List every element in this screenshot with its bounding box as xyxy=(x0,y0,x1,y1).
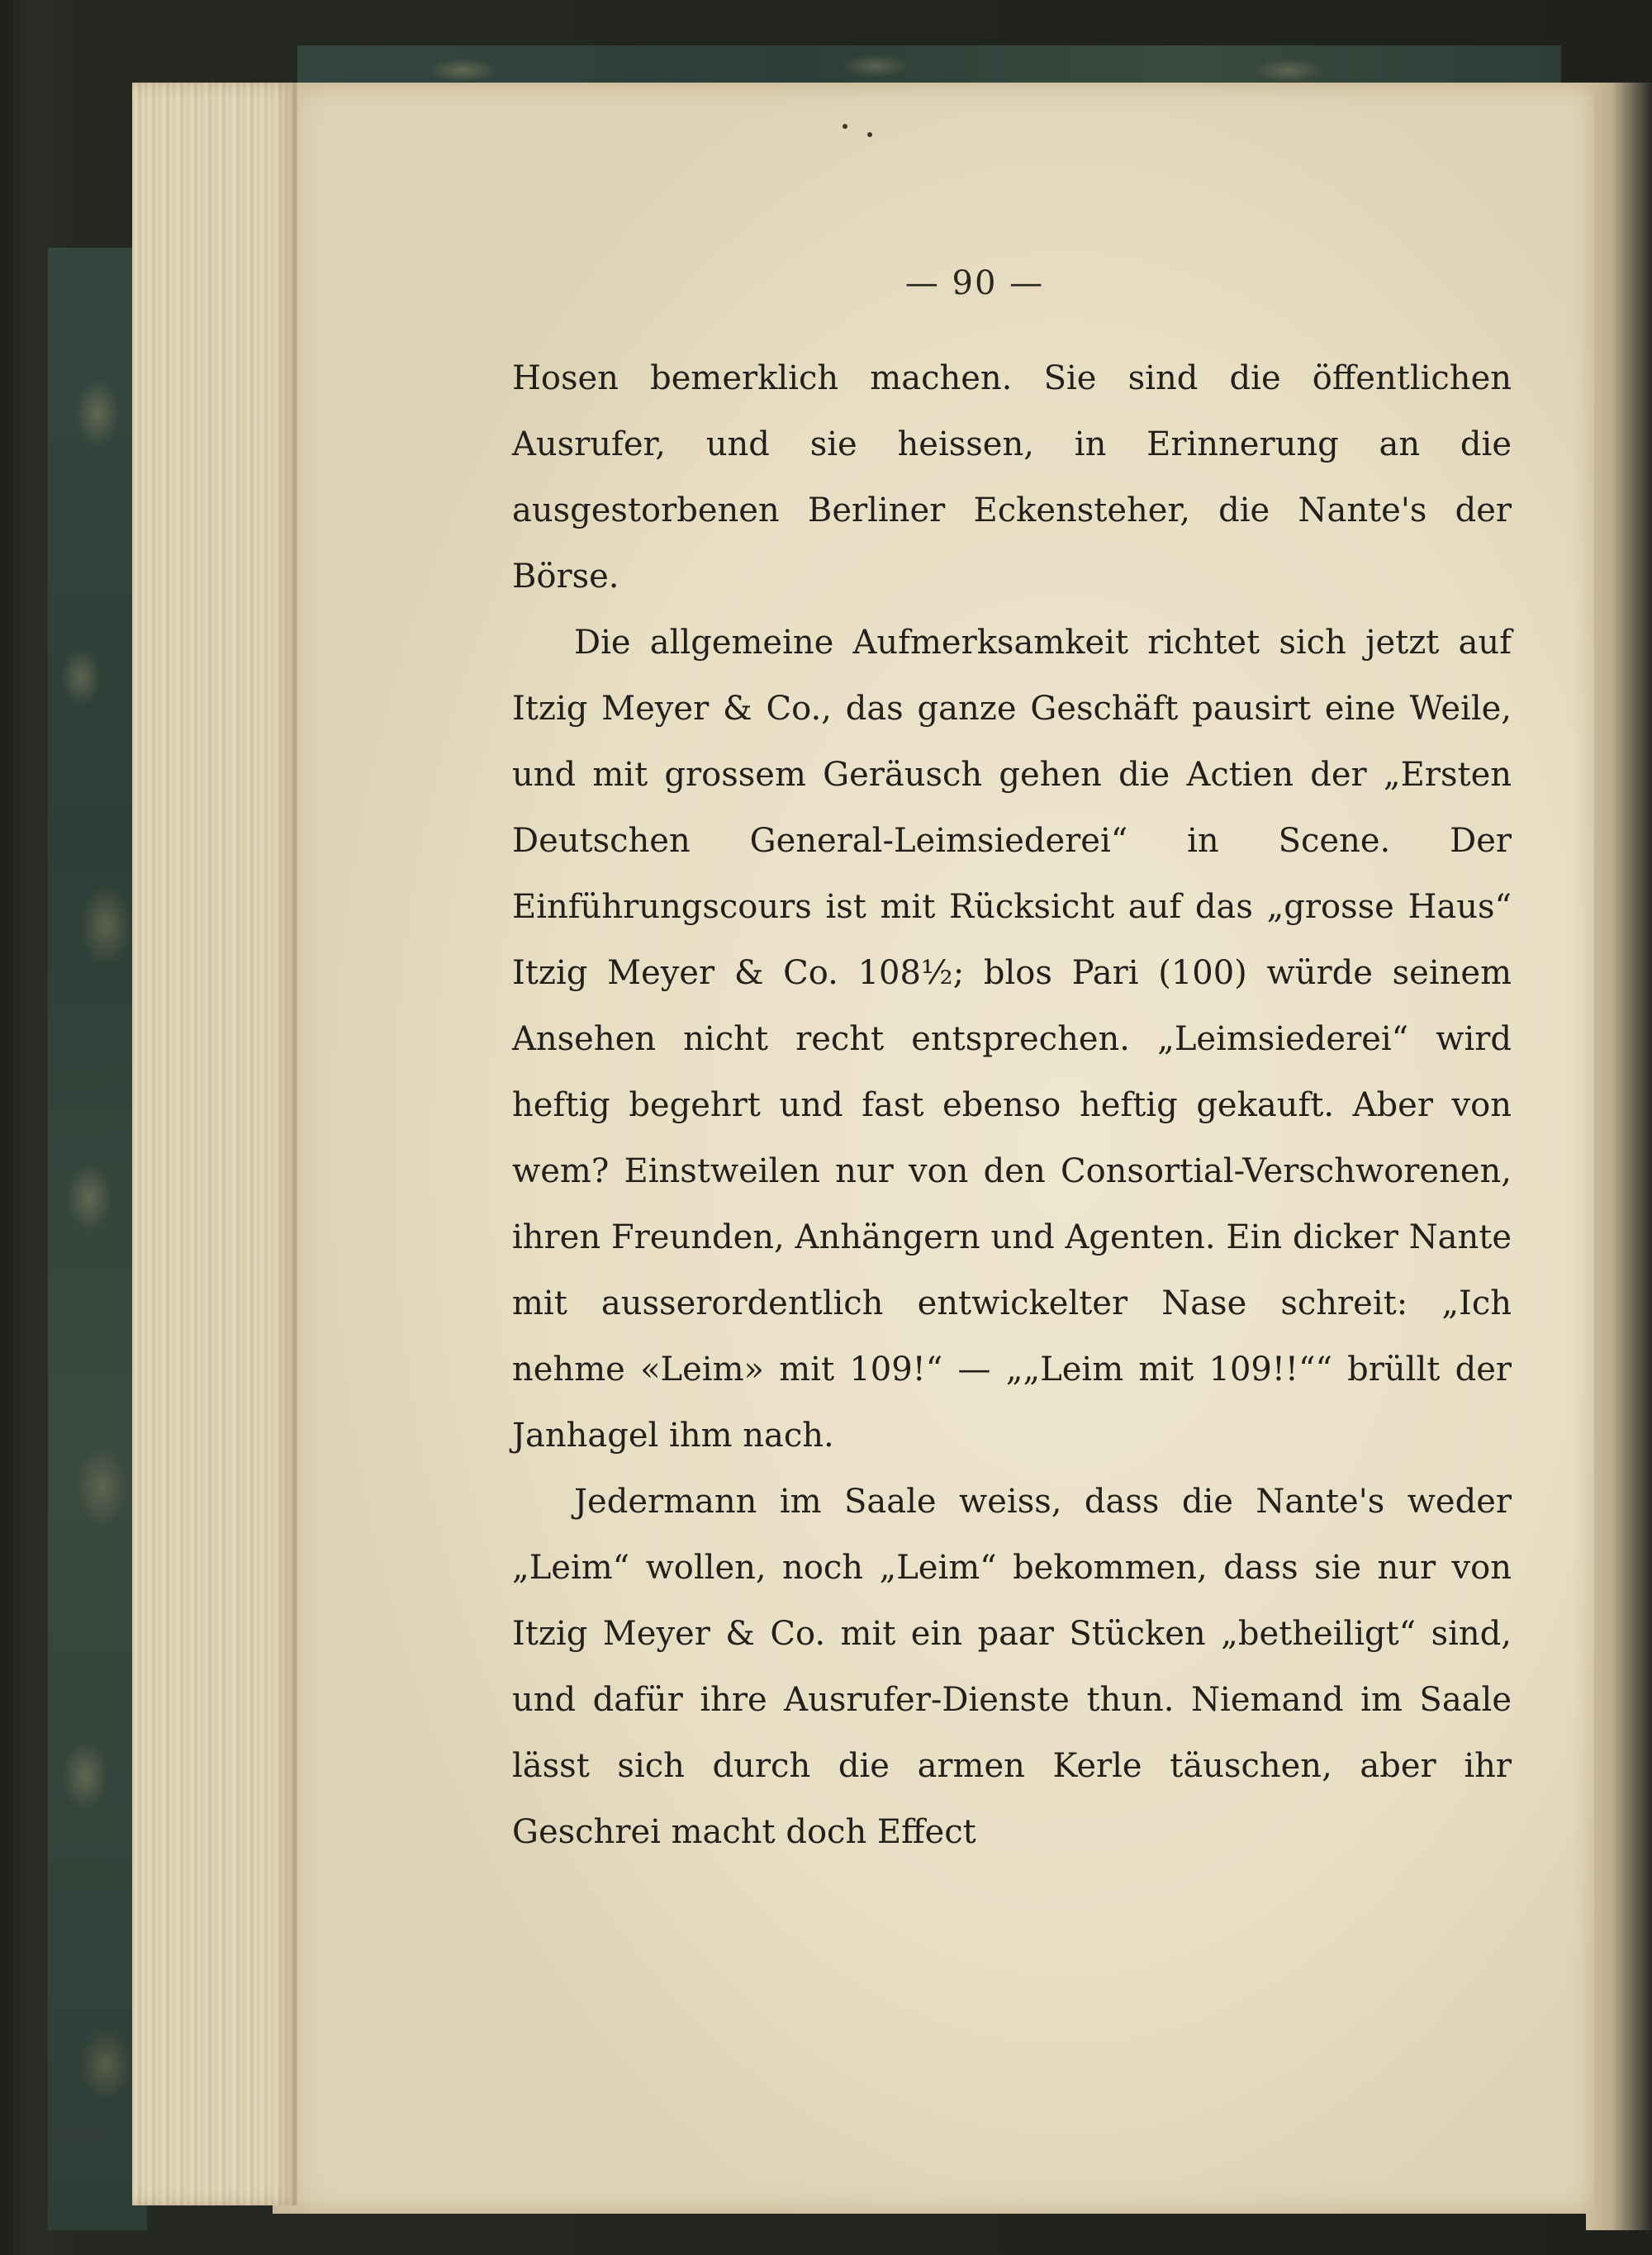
book-page xyxy=(273,83,1594,2214)
body-text xyxy=(512,345,1512,1865)
right-page-stack xyxy=(1586,83,1652,2230)
page-number: — 90 — xyxy=(904,264,1045,302)
paragraph-2: Die allgemeine Aufmerksamkeit richtet sich jetzt auf Itzig Meyer & Co., das ganze Geschäft pausirt eine Weile, und mit grossem Geräusch gehen die Actien der „Ersten Deutschen General-Leimsiederei“ in Scene. Der Einführungscours ist mit Rücksicht auf das „grosse Haus“ Itzig Meyer & Co. 108½; blos Pari (100) würde seinem Ansehen nicht recht entsprechen. „Leimsiederei“ wird heftig begehrt und fast ebenso heftig gekauft. Aber von wem? Einstweilen nur von den Consortial-Verschworenen, ihren Freunden, Anhängern und Agenten. Ein dicker Nante mit ausserordentlich entwickelter Nase schreit: „Ich nehme «Leim» mit 109!“ — „„Leim mit 109!!““ brüllt der Janhagel ihm nach. xyxy=(512,624,1512,1455)
paragraph-3: Jedermann im Saale weiss, dass die Nante's weder „Leim“ wollen, noch „Leim“ bekommen, dass sie nur von Itzig Meyer & Co. mit ein paar Stücken „betheiligt“ sind, und dafür ihre Ausrufer-Dienste thun. Niemand im Saale lässt sich durch die armen Kerle täuschen, aber ihr Geschrei macht doch Effect xyxy=(512,1483,1512,1851)
ink-speck xyxy=(843,124,847,129)
paragraph-1: Hosen bemerklich machen. Sie sind die öffentlichen Ausrufer, und sie heissen, in Erinnerung an die ausgestorbenen Berliner Eckensteher, die Nante's der Börse. xyxy=(512,359,1512,596)
ink-speck xyxy=(867,132,872,137)
page-edges-left xyxy=(132,83,297,2205)
